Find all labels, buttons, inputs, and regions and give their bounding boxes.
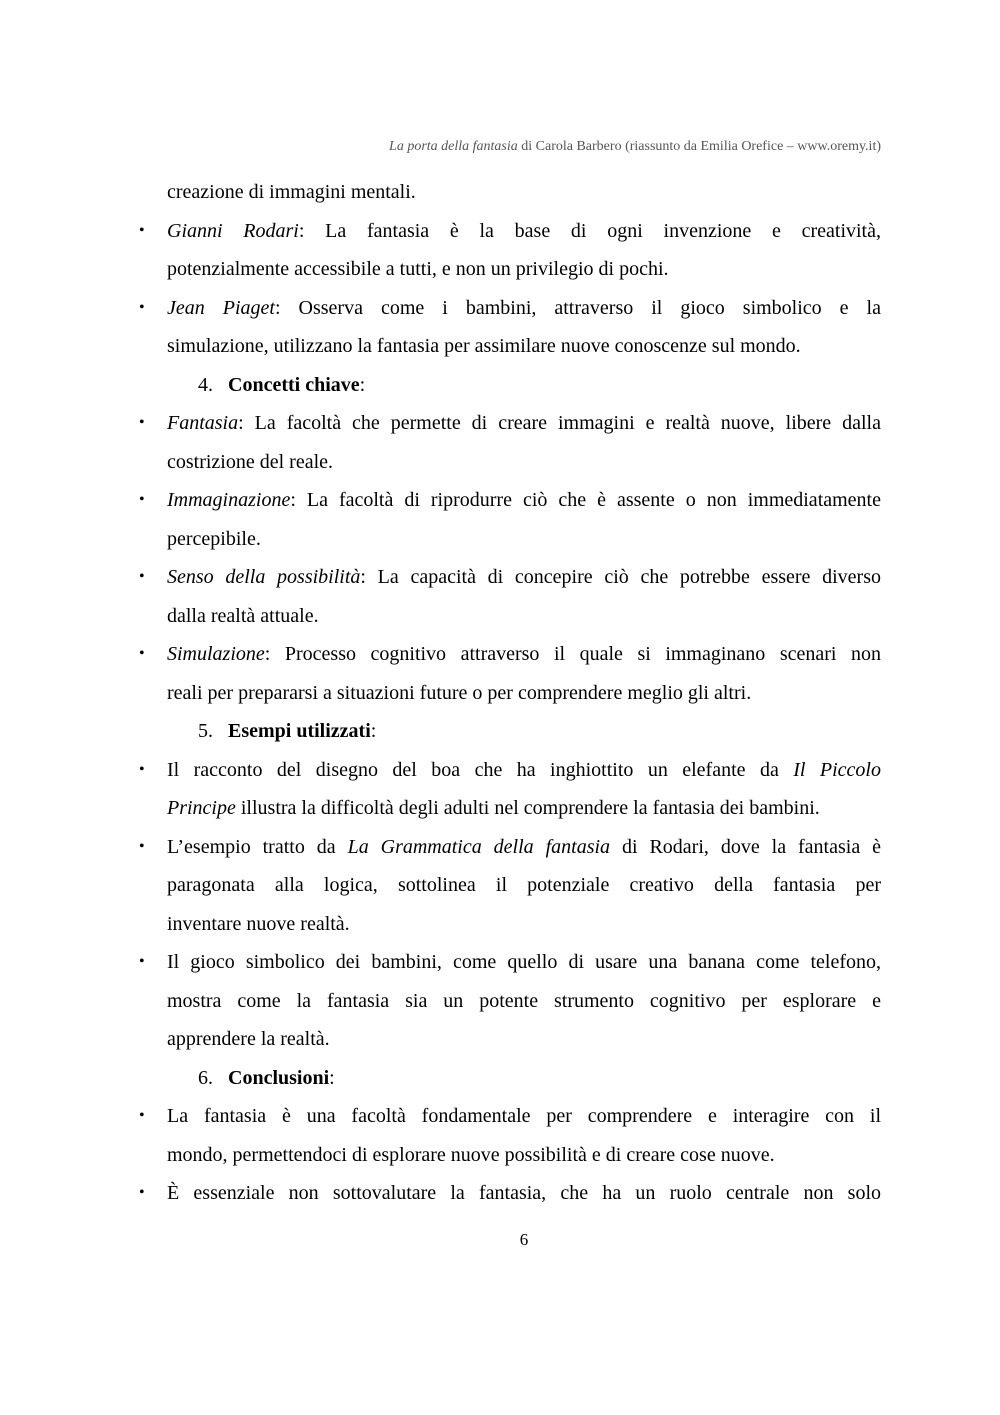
section-heading-esempi-utilizzati: 5. Esempi utilizzati: xyxy=(198,720,377,742)
document-body xyxy=(120,173,881,1213)
title-il-piccolo: Il Piccolo xyxy=(793,758,881,781)
text-line: simulazione, utilizzano la fantasia per assimilare nuove conoscenze sul mondo. xyxy=(167,335,801,357)
bullet-icon: • xyxy=(139,1107,145,1124)
term-gianni-rodari: Gianni Rodari xyxy=(167,219,299,242)
list-item-fantasia: • Fantasia: La facoltà che permette di creare immagini e realtà nuove, libere dalla xyxy=(120,404,881,443)
text-line: mostra come la fantasia sia un potente strumento cognitivo per esplorare e xyxy=(167,989,881,1012)
header-book-title: La porta della fantasia xyxy=(389,139,518,154)
bullet-icon: • xyxy=(139,1184,145,1201)
text-line: dalla realtà attuale. xyxy=(167,604,319,627)
section-heading-concetti-chiave: 4. Concetti chiave: xyxy=(198,373,366,396)
title-grammatica-della-fantasia: La Grammatica della fantasia xyxy=(347,835,611,858)
list-item-piaget: • Jean Piaget: Osserva come i bambini, attraverso il gioco simbolico e la xyxy=(120,289,881,328)
term-simulazione: Simulazione xyxy=(167,643,265,665)
text-line: inventare nuove realtà. xyxy=(167,912,350,935)
bullet-icon: • xyxy=(139,298,145,316)
list-item-senso-possibilita: • Senso della possibilità: La capacità di concepire ciò che potrebbe essere diverso xyxy=(120,558,881,597)
bullet-icon: • xyxy=(139,645,145,662)
list-item-conclusione-1: • La fantasia è una facoltà fondamentale per comprendere e interagire con il xyxy=(120,1097,881,1136)
text-line: mondo, permettendoci di esplorare nuove possibilità e di creare cose nuove. xyxy=(167,1143,775,1166)
bullet-icon: • xyxy=(139,953,145,970)
text-line: Principe illustra la difficoltà degli adulti nel comprendere la fantasia dei bambini. xyxy=(167,797,820,819)
bullet-icon: • xyxy=(139,491,145,508)
text-line: potenzialmente accessibile a tutti, e non un privilegio di pochi. xyxy=(167,258,669,280)
bullet-icon: • xyxy=(139,221,145,239)
list-item-simulazione: • Simulazione: Processo cognitivo attraverso il quale si immaginano scenari non xyxy=(120,635,881,674)
text-line: costrizione del reale. xyxy=(167,450,334,473)
text-line: creazione di immagini mentali. xyxy=(167,181,416,203)
term-senso-della-possibilita: Senso della possibilità xyxy=(167,566,361,588)
page-number: 6 xyxy=(519,1230,529,1249)
term-fantasia: Fantasia xyxy=(167,412,239,434)
list-item-gioco-simbolico: • Il gioco simbolico dei bambini, come quello di usare una banana come telefono, xyxy=(120,943,881,982)
text-line: paragonata alla logica, sottolinea il potenziale creativo della fantasia per xyxy=(167,874,881,896)
text-line: percepibile. xyxy=(167,527,261,550)
list-item-conclusione-2: • È essenziale non sottovalutare la fantasia, che ha un ruolo centrale non solo xyxy=(120,1174,881,1213)
text-line: reali per prepararsi a situazioni future o per comprendere meglio gli altri. xyxy=(167,681,752,704)
term-jean-piaget: Jean Piaget xyxy=(167,296,275,319)
running-header xyxy=(120,137,881,157)
bullet-icon: • xyxy=(139,414,145,431)
list-item-immaginazione: • Immaginazione: La facoltà di riprodurre ciò che è assente o non immediatamente xyxy=(120,481,881,520)
text-line: apprendere la realtà. xyxy=(167,1028,330,1050)
list-item-rodari: • Gianni Rodari: La fantasia è la base di ogni invenzione e creatività, xyxy=(120,212,881,251)
bullet-icon: • xyxy=(139,568,145,585)
header-author-info: di Carola Barbero (riassunto da Emilia Orefice – www.oremy.it) xyxy=(517,139,881,154)
section-heading-conclusioni: 6. Conclusioni: xyxy=(198,1066,335,1089)
list-item-grammatica-fantasia: • L’esempio tratto da La Grammatica della fantasia di Rodari, dove la fantasia è xyxy=(120,828,881,867)
title-principe: Principe xyxy=(167,797,236,819)
list-item-piccolo-principe: • Il racconto del disegno del boa che ha inghiottito un elefante da Il Piccolo xyxy=(120,751,881,790)
term-immaginazione: Immaginazione xyxy=(167,489,291,511)
bullet-icon: • xyxy=(139,760,145,778)
bullet-icon: • xyxy=(139,837,145,855)
